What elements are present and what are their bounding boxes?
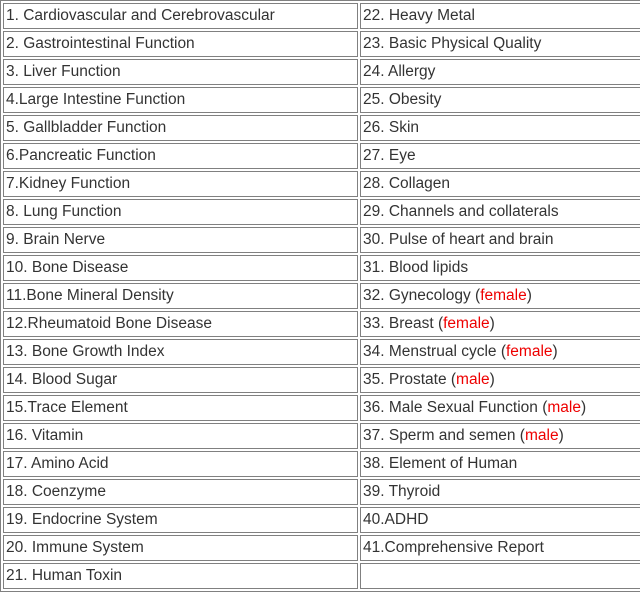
item-label: 16. Vitamin: [6, 427, 84, 444]
table-row: [3, 367, 640, 393]
item-label: 7.Kidney Function: [6, 175, 131, 192]
item-label: 13. Bone Growth Index: [6, 343, 165, 360]
item-label: 2. Gastrointestinal Function: [6, 35, 195, 52]
right-item-cell: [360, 423, 640, 449]
item-label: 11.Bone Mineral Density: [6, 287, 174, 304]
item-label: 27. Eye: [363, 147, 416, 164]
item-label: 25. Obesity: [363, 91, 442, 108]
item-label: 26. Skin: [363, 119, 420, 136]
item-label: 6.Pancreatic Function: [6, 147, 156, 164]
right-item-cell: [360, 535, 640, 561]
item-label: 32. Gynecology (: [363, 287, 481, 304]
right-item-cell: [360, 199, 640, 225]
right-item-cell: [360, 3, 640, 29]
item-label: 10. Bone Disease: [6, 259, 129, 276]
item-label: 15.Trace Element: [6, 399, 128, 416]
left-item-cell: [3, 339, 358, 365]
left-item-cell: [3, 507, 358, 533]
table-body: [3, 3, 640, 589]
item-label-suffix: ): [489, 315, 495, 332]
table-row: [3, 283, 640, 309]
item-label: 30. Pulse of heart and brain: [363, 231, 554, 248]
right-item-cell: [360, 59, 640, 85]
item-label: 20. Immune System: [6, 539, 144, 556]
left-item-cell: [3, 199, 358, 225]
right-item-cell: [360, 451, 640, 477]
right-item-cell: [360, 367, 640, 393]
item-label: 8. Lung Function: [6, 203, 122, 220]
right-item-cell: [360, 115, 640, 141]
left-item-cell: [3, 87, 358, 113]
left-item-cell: [3, 563, 358, 589]
table-row: [3, 423, 640, 449]
table-row: [3, 115, 640, 141]
right-item-cell: [360, 255, 640, 281]
item-label: 22. Heavy Metal: [363, 7, 475, 24]
right-item-cell: [360, 87, 640, 113]
gender-tag: female: [480, 287, 527, 304]
left-item-cell: [3, 171, 358, 197]
item-label: 21. Human Toxin: [6, 567, 123, 584]
table-row: [3, 535, 640, 561]
item-label: 17. Amino Acid: [6, 455, 109, 472]
left-item-cell: [3, 283, 358, 309]
item-label-suffix: ): [552, 343, 558, 360]
empty-cell: [360, 563, 640, 589]
item-label-suffix: ): [526, 287, 532, 304]
item-label: 33. Breast (: [363, 315, 444, 332]
left-item-cell: [3, 115, 358, 141]
table-row: [3, 3, 640, 29]
item-label: 35. Prostate (: [363, 371, 457, 388]
item-label: 9. Brain Nerve: [6, 231, 106, 248]
item-label: 40.ADHD: [363, 511, 429, 528]
item-label: 14. Blood Sugar: [6, 371, 118, 388]
right-item-cell: [360, 339, 640, 365]
item-label: 29. Channels and collaterals: [363, 203, 559, 220]
right-item-cell: [360, 31, 640, 57]
item-label: 12.Rheumatoid Bone Disease: [6, 315, 212, 332]
table-row: [3, 143, 640, 169]
left-item-cell: [3, 451, 358, 477]
item-label: 5. Gallbladder Function: [6, 119, 167, 136]
item-label: 4.Large Intestine Function: [6, 91, 186, 108]
table-row: [3, 507, 640, 533]
left-item-cell: [3, 255, 358, 281]
left-item-cell: [3, 31, 358, 57]
item-label: 41.Comprehensive Report: [363, 539, 544, 556]
gender-tag: female: [443, 315, 490, 332]
left-item-cell: [3, 3, 358, 29]
item-label: 23. Basic Physical Quality: [363, 35, 542, 52]
table-row: [3, 171, 640, 197]
item-label: 24. Allergy: [363, 63, 436, 80]
table-row: [3, 563, 640, 589]
gender-tag: female: [506, 343, 553, 360]
right-item-cell: [360, 507, 640, 533]
right-item-cell: [360, 171, 640, 197]
right-item-cell: [360, 227, 640, 253]
table-row: [3, 395, 640, 421]
item-label: 31. Blood lipids: [363, 259, 469, 276]
table-row: [3, 59, 640, 85]
item-label: 1. Cardiovascular and Cerebrovascular: [6, 7, 275, 24]
item-label: 39. Thyroid: [363, 483, 441, 500]
left-item-cell: [3, 535, 358, 561]
gender-tag: male: [547, 399, 581, 416]
table-row: [3, 255, 640, 281]
left-item-cell: [3, 367, 358, 393]
item-label-suffix: ): [580, 399, 587, 416]
item-label-suffix: ): [489, 371, 495, 388]
left-item-cell: [3, 423, 358, 449]
right-item-cell: [360, 283, 640, 309]
item-label: 28. Collagen: [363, 175, 451, 192]
left-item-cell: [3, 227, 358, 253]
item-label: 37. Sperm and semen (: [363, 427, 525, 444]
gender-tag: male: [456, 371, 490, 388]
left-item-cell: [3, 143, 358, 169]
table-row: [3, 451, 640, 477]
item-label: 34. Menstrual cycle (: [363, 343, 506, 360]
item-label: 18. Coenzyme: [6, 483, 106, 500]
table-row: [3, 87, 640, 113]
left-item-cell: [3, 59, 358, 85]
item-label-suffix: ): [558, 427, 564, 444]
item-label: 38. Element of Human: [363, 455, 518, 472]
table-row: [3, 479, 640, 505]
right-item-cell: [360, 395, 640, 421]
table-row: [3, 31, 640, 57]
left-item-cell: [3, 311, 358, 337]
table-row: [3, 227, 640, 253]
right-item-cell: [360, 311, 640, 337]
right-item-cell: [360, 143, 640, 169]
left-item-cell: [3, 395, 358, 421]
gender-tag: male: [524, 427, 559, 444]
right-item-cell: [360, 479, 640, 505]
left-item-cell: [3, 479, 358, 505]
table-row: [3, 339, 640, 365]
item-label: 36. Male Sexual Function (: [363, 399, 548, 416]
table-row: [3, 311, 640, 337]
table-row: [3, 199, 640, 225]
item-label: 19. Endocrine System: [6, 511, 158, 528]
item-label: 3. Liver Function: [6, 63, 121, 80]
